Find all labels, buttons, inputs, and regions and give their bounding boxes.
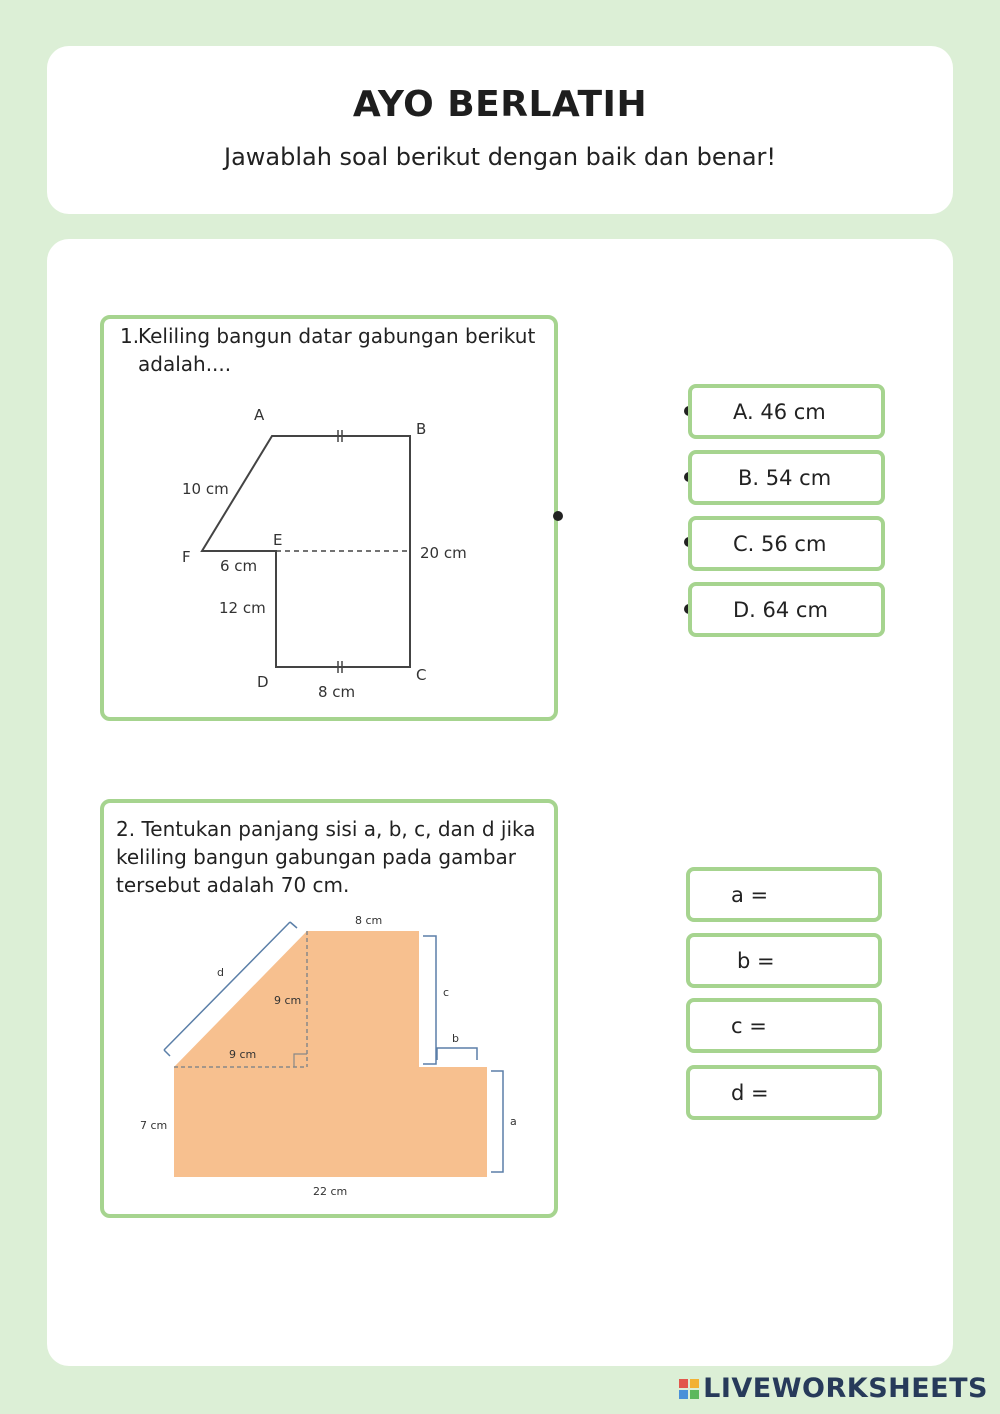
option-d[interactable] bbox=[688, 582, 885, 637]
label-a: a bbox=[510, 1115, 517, 1128]
answer-c-label: c = bbox=[731, 1013, 767, 1038]
answer-c-field[interactable] bbox=[686, 998, 882, 1053]
bracket-a bbox=[491, 1071, 503, 1172]
label-B: B bbox=[416, 420, 427, 438]
label-F: F bbox=[182, 548, 191, 566]
label-b: b bbox=[452, 1032, 459, 1045]
question-2-text: 2. Tentukan panjang sisi a, b, c, dan d jika keliling bangun gabungan pada gambar tersebut adalah 70 cm. bbox=[116, 817, 536, 897]
label-22cm: 22 cm bbox=[313, 1185, 348, 1198]
option-a-label: A. 46 cm bbox=[733, 399, 826, 424]
answer-d-field[interactable] bbox=[686, 1065, 882, 1120]
question-1-body: Keliling bangun datar gabungan berikut adalah.... bbox=[138, 324, 536, 376]
option-b-label: B. 54 cm bbox=[738, 465, 832, 490]
answer-a-field[interactable] bbox=[686, 867, 882, 922]
question-2-figure bbox=[130, 905, 530, 1205]
option-c[interactable] bbox=[688, 516, 885, 571]
footer-brand bbox=[679, 1373, 988, 1404]
bracket-c bbox=[423, 936, 436, 1064]
page-title: AYO BERLATIH bbox=[352, 84, 648, 125]
question-1-connector-dot[interactable] bbox=[553, 511, 563, 521]
page-subtitle: Jawablah soal berikut dengan baik dan benar! bbox=[223, 143, 777, 171]
label-height-9cm: 9 cm bbox=[274, 994, 302, 1007]
option-a[interactable] bbox=[688, 384, 885, 439]
liveworksheets-logo-icon bbox=[679, 1379, 699, 1399]
option-b[interactable] bbox=[688, 450, 885, 505]
option-c-label: C. 56 cm bbox=[733, 531, 827, 556]
bracket-b bbox=[437, 1048, 477, 1060]
footer-brand-text: LIVEWORKSHEETS bbox=[703, 1373, 988, 1404]
label-7cm: 7 cm bbox=[140, 1119, 168, 1132]
label-20cm: 20 cm bbox=[420, 544, 467, 562]
answer-d-label: d = bbox=[731, 1080, 769, 1105]
label-6cm: 6 cm bbox=[220, 557, 258, 575]
label-top-8cm: 8 cm bbox=[355, 914, 383, 927]
answer-b-label: b = bbox=[737, 948, 775, 973]
label-C: C bbox=[416, 666, 427, 684]
answer-b-field[interactable] bbox=[686, 933, 882, 988]
label-E: E bbox=[273, 531, 283, 549]
label-10cm: 10 cm bbox=[182, 480, 229, 498]
question-1-text bbox=[120, 322, 540, 378]
answer-a-label: a = bbox=[731, 882, 769, 907]
question-1-figure bbox=[170, 395, 480, 710]
label-8cm: 8 cm bbox=[318, 683, 356, 701]
label-d: d bbox=[217, 966, 224, 979]
label-12cm: 12 cm bbox=[219, 599, 266, 617]
label-D: D bbox=[257, 673, 269, 691]
label-base-9cm: 9 cm bbox=[229, 1048, 257, 1061]
label-c: c bbox=[443, 986, 450, 999]
header-card bbox=[47, 46, 953, 214]
question-1-number: 1. bbox=[120, 324, 140, 348]
option-d-label: D. 64 cm bbox=[733, 597, 828, 622]
label-A: A bbox=[254, 406, 265, 424]
